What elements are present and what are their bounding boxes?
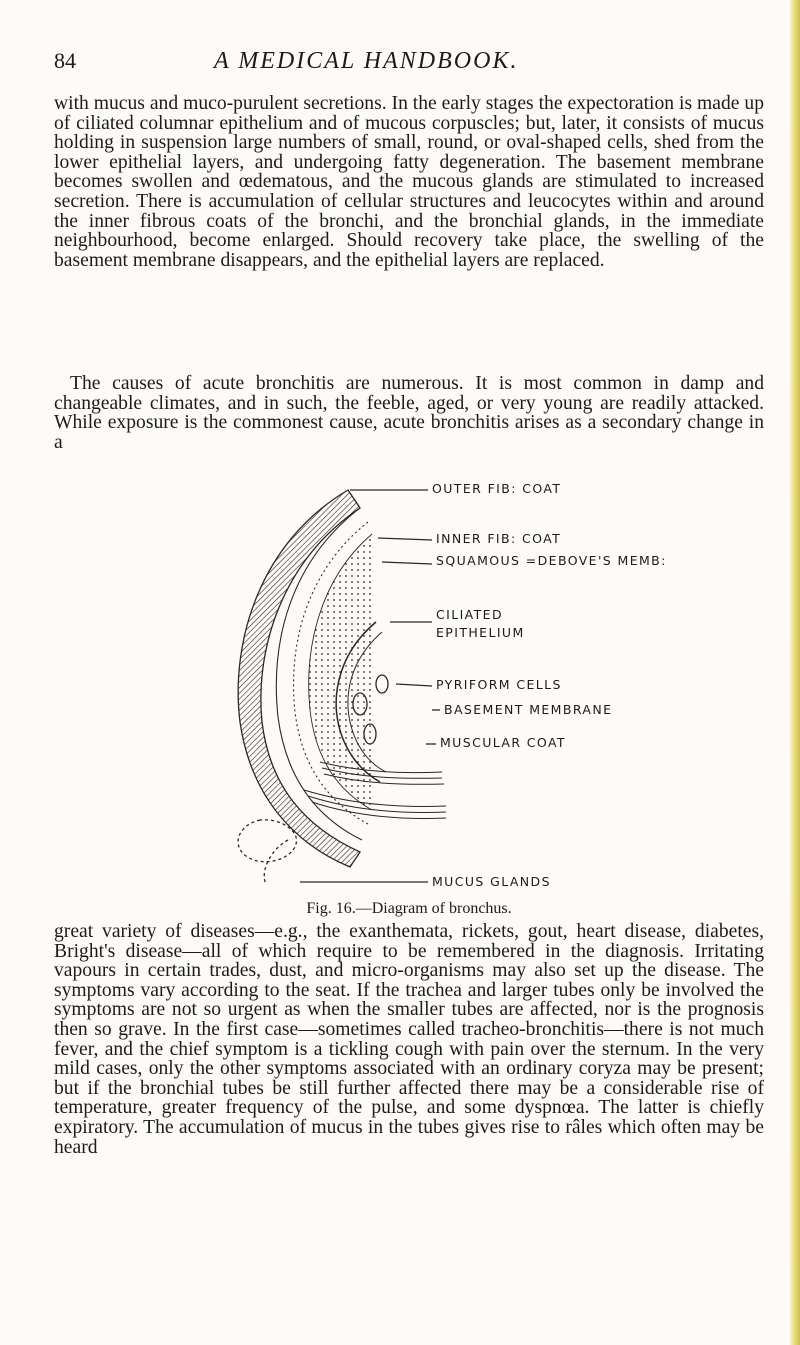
body-paragraph-1: with mucus and muco-purulent secretions. In the early stages the expectoration is made up of ciliated columnar epithelium and of mucous corpuscles; but, later, it consists of mucus holding in suspension large numbers of small, round, or oval-shaped cells, shed from the lower epithelial layers, and undergoing fatty degeneration. The basement membrane becomes swollen and œdematous, and the mucous glands are stimulated to increased secretion. There is accumulation of cellular structures and leucocytes within and around the inner fibrous coats of the bronchi, and the bronchial glands, in the immediate neighbourhood, become enlarged. Should recovery take place, the swelling of the basement membrane disappears, and the epithelial layers are replaced. (54, 93, 764, 271)
figure-number: Fig. 16. (306, 900, 356, 917)
figure-caption (54, 900, 764, 918)
running-title: A MEDICAL HANDBOOK. (214, 48, 519, 74)
page-number: 84 (54, 48, 76, 73)
label-ciliated: CILIATED (436, 607, 504, 622)
page-edge-strip (790, 0, 800, 1345)
label-inner-fibrous-coat: INNER FIB: COAT (436, 531, 562, 546)
label-muscular-coat: MUSCULAR COAT (440, 735, 566, 750)
bronchus-diagram (200, 472, 740, 902)
label-squamous-layer: SQUAMOUS =DEBOVE'S MEMB: (436, 553, 667, 568)
label-basement-membrane: BASEMENT MEMBRANE (444, 702, 613, 717)
label-epithelium: EPITHELIUM (436, 625, 525, 640)
label-mucus-glands: MUCUS GLANDS (432, 874, 551, 889)
body-paragraph-2: The causes of acute bronchitis are numerous. It is most common in damp and changeable climates, and in such, the feeble, aged, or very young are readily attacked. While exposure is the commonest cause, acute bronchitis arises as a secondary change in a (54, 373, 764, 453)
body-paragraph-3: great variety of diseases—e.g., the exanthemata, rickets, gout, heart disease, diabetes, Bright's disease—all of which require to be remembered in the diagnosis. Irritating vapours in certain trades, dust, and micro-organisms may also set up the disease. The symptoms vary according to the seat. If the trachea and larger tubes only be involved the symptoms are not so urgent as when the smaller tubes are affected, nor is the prognosis then so grave. In the first case—sometimes called tracheo-bronchitis—there is not much fever, and the chief symptom is a tickling cough with pain over the sternum. In the very mild cases, only the other symptoms associated with an ordinary coryza may be present; but if the bronchial tubes be still further affected there may be a considerable rise of temperature, greater frequency of the pulse, and some dyspnœa. The latter is chiefly expiratory. The accumulation of mucus in the tubes gives rise to râles which often may be heard (54, 921, 764, 1158)
page-header (54, 44, 774, 84)
figure-caption-text: —Diagram of bronchus. (355, 900, 512, 917)
label-outer-fibrous-coat: OUTER FIB: COAT (432, 481, 562, 496)
label-pyriform-cells: PYRIFORM CELLS (436, 677, 562, 692)
